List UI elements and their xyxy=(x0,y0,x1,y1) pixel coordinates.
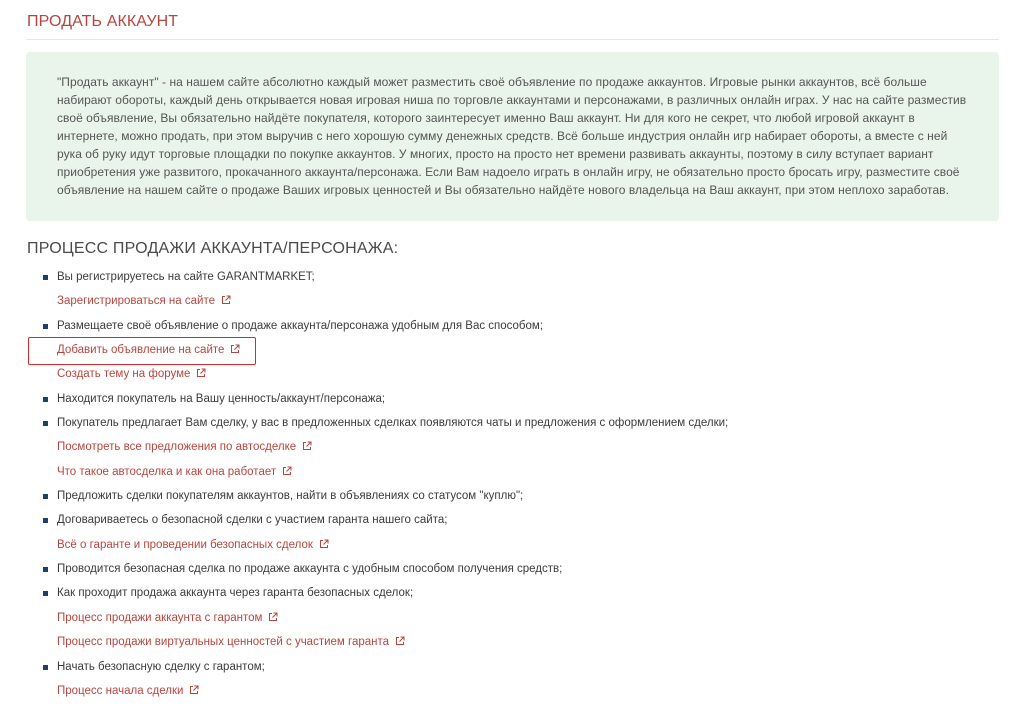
square-bullet-icon xyxy=(43,567,48,572)
process-link-row xyxy=(43,292,993,316)
process-link[interactable]: Добавить объявление на сайте xyxy=(57,344,225,357)
process-step-text: Размещаете своё объявление о продаже аккаунта/персонажа удобным для Вас способом; xyxy=(57,319,544,332)
process-link-row xyxy=(43,536,993,560)
intro-text: "Продать аккаунт" - на нашем сайте абсолютно каждый может разместить своё объявление по продаже аккаунтов. Игровые рынки аккаунтов, всё больше набирают обороты, каждый день открывается новая игровая ниша по торговле аккаунтами и персонажами, в различных онлайн играх. У нас на сайте разместив своё объявление, Вы обязательно найдёте покупателя, которого заинтересует именно Ваш аккаунт. Ни для кого не секрет, что любой игровой аккаунт в интернете, можно продать, при этом выручив с него хорошую сумму денежных средств. Всё больше индустрия онлайн игр набирает обороты, а вместе с ней рука об руку идут торговые площадки по покупке аккаунтов. У многих, просто на просто нет времени развивать аккаунты, поэтому в силу вступает вариант приобретения уже развитого, прокачанного аккаунта/персонажа. Если Вам надоело играть в онлайн игру, не обязательно просто бросать игру, разместите своё объявление на нашем сайте о продаже Ваших игровых ценностей и Вы обязательно найдёте нового владельца на Ваш аккаунт, при этом неплохо заработав. xyxy=(57,75,967,197)
external-link-icon[interactable] xyxy=(282,466,292,476)
process-step xyxy=(43,584,993,608)
process-link-row xyxy=(43,438,993,462)
square-bullet-icon xyxy=(43,275,48,280)
highlight-annotation-box xyxy=(28,337,256,365)
process-step xyxy=(43,268,993,292)
external-link-icon[interactable] xyxy=(319,539,329,549)
process-step xyxy=(43,414,993,438)
process-step-text: Договариваетесь о безопасной сделки с участием гаранта нашего сайта; xyxy=(57,514,448,527)
process-step-text: Начать безопасную сделку с гарантом; xyxy=(57,660,265,673)
square-bullet-icon xyxy=(43,397,48,402)
square-bullet-icon xyxy=(43,518,48,523)
process-link[interactable]: Что такое автосделка и как она работает xyxy=(57,465,277,478)
process-step xyxy=(43,487,993,511)
square-bullet-icon xyxy=(43,324,48,329)
process-step xyxy=(43,511,993,535)
process-step-text: Покупатель предлагает Вам сделку, у вас в предложенных сделках появляются чаты и предложения с оформлением сделки; xyxy=(57,417,729,430)
external-link-icon[interactable] xyxy=(196,368,206,378)
process-steps-list xyxy=(43,268,993,706)
square-bullet-icon xyxy=(43,421,48,426)
process-link[interactable]: Процесс начала сделки xyxy=(57,684,184,697)
process-link[interactable]: Создать тему на форуме xyxy=(57,368,191,381)
process-link-row xyxy=(43,633,993,657)
process-link[interactable]: Всё о гаранте и проведении безопасных сделок xyxy=(57,538,313,551)
square-bullet-icon xyxy=(43,494,48,499)
external-link-icon[interactable] xyxy=(221,295,231,305)
external-link-icon[interactable] xyxy=(268,612,278,622)
process-link-row xyxy=(43,463,993,487)
process-step-text: Как проходит продажа аккаунта через гаранта безопасных сделок; xyxy=(57,587,414,600)
process-link[interactable]: Процесс продажи аккаунта с гарантом xyxy=(57,611,263,624)
intro-panel xyxy=(26,52,999,221)
external-link-icon[interactable] xyxy=(395,636,405,646)
title-divider xyxy=(26,39,999,40)
square-bullet-icon xyxy=(43,665,48,670)
process-step xyxy=(43,560,993,584)
process-heading: ПРОЦЕСС ПРОДАЖИ АККАУНТА/ПЕРСОНАЖА: xyxy=(27,240,399,257)
external-link-icon[interactable] xyxy=(189,685,199,695)
process-step xyxy=(43,658,993,682)
process-step-text: Вы регистрируетесь на сайте GARANTMARKET; xyxy=(57,271,315,283)
process-link[interactable]: Процесс продажи виртуальных ценностей с участием гаранта xyxy=(57,636,390,649)
page-title: ПРОДАТЬ АККАУНТ xyxy=(27,13,179,30)
process-step-text: Проводится безопасная сделка по продаже аккаунта с удобным способом получения средств; xyxy=(57,563,563,576)
process-link[interactable]: Посмотреть все предложения по автосделке xyxy=(57,441,297,454)
process-step-text: Предложить сделки покупателям аккаунтов, найти в объявлениях со статусом "куплю"; xyxy=(57,490,524,503)
external-link-icon[interactable] xyxy=(302,441,312,451)
process-step xyxy=(43,390,993,414)
square-bullet-icon xyxy=(43,591,48,596)
process-step-text: Находится покупатель на Вашу ценность/аккаунт/персонажа; xyxy=(57,392,386,405)
process-link-row xyxy=(43,682,993,706)
process-link-row xyxy=(43,365,993,389)
process-link[interactable]: Зарегистрироваться на сайте xyxy=(57,295,215,308)
process-link-row xyxy=(43,609,993,633)
